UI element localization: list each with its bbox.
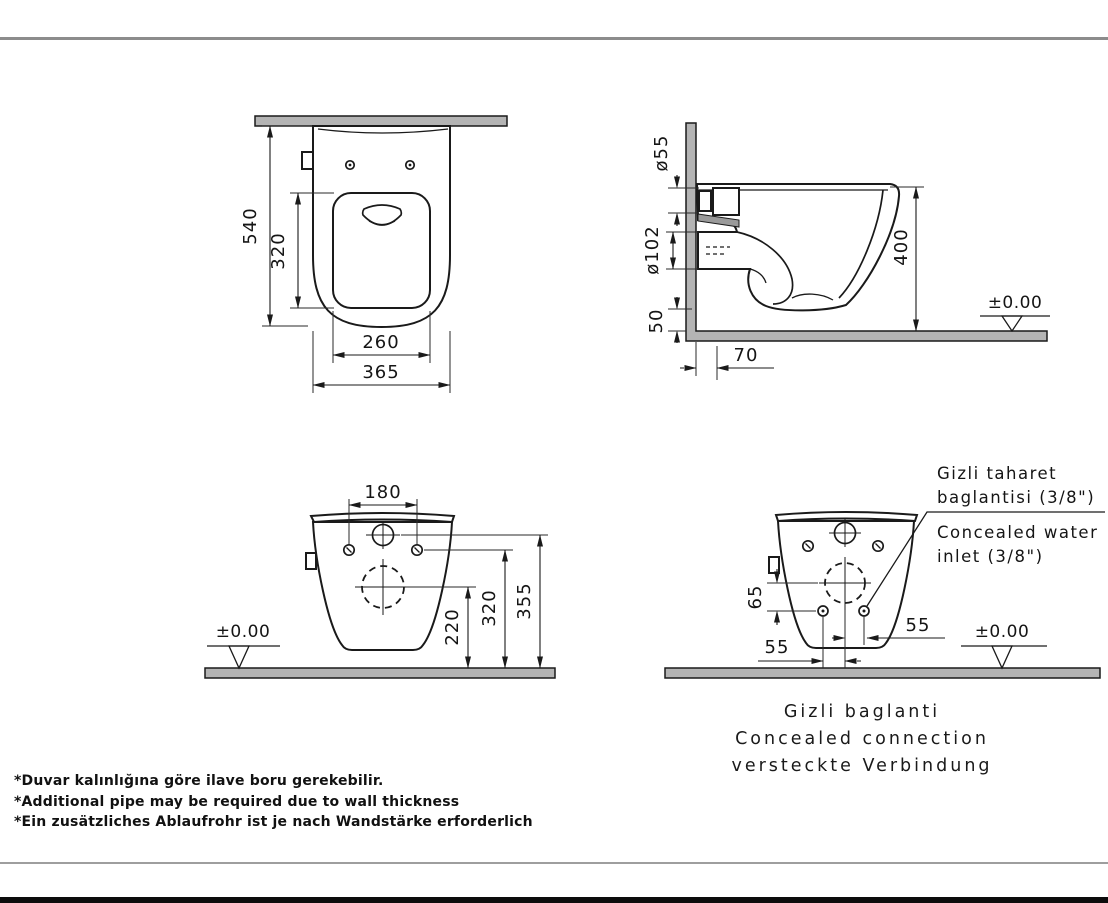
caption-turkish: Gizli baglanti [783, 702, 941, 722]
callout-en-line2: inlet (3/8") [937, 547, 1044, 566]
side-section-view [640, 95, 1080, 390]
dim-220-label: 220 [442, 608, 463, 646]
dim-320b-label: 320 [479, 589, 500, 627]
bottom-black-bar [0, 897, 1108, 903]
dim-55-right-label: 55 [905, 615, 931, 636]
side-dim-70 [680, 342, 774, 380]
footnote-english: *Additional pipe may be required due to wall thickness [14, 793, 460, 810]
dim-55-left-label: 55 [764, 637, 790, 658]
rear-floor [205, 668, 555, 678]
bottom-gray-rule [0, 862, 1108, 864]
side-toilet-outline [697, 184, 899, 310]
rear-datum-label: ±0.00 [215, 622, 271, 642]
connection-datum-symbol [961, 622, 1047, 668]
connection-caption [712, 699, 1012, 780]
rear-side-fixing-tab [306, 553, 316, 569]
rear-view [195, 475, 575, 690]
dim-400-label: 400 [891, 228, 912, 266]
plan-dim-540 [240, 126, 310, 326]
dim-50-label: 50 [646, 308, 667, 334]
plan-wall [255, 116, 507, 126]
connection-view [655, 450, 1108, 695]
caption-english: Concealed connection [735, 729, 989, 749]
dim-355-label: 355 [514, 582, 535, 620]
footnote-german: *Ein zusätzliches Ablaufrohr ist je nach Wandstärke erforderlich [14, 814, 533, 830]
dim-260-label: 260 [362, 332, 400, 353]
dim-365-label: 365 [362, 362, 400, 383]
footnote-turkish: *Duvar kalınlığına göre ilave boru gerekebilir. [14, 773, 384, 789]
dim-dia55-label: ø55 [651, 134, 672, 172]
plan-bowl-rim [333, 193, 430, 308]
side-dim-50 [646, 297, 692, 343]
caption-german: versteckte Verbindung [731, 756, 993, 776]
plan-view [230, 95, 540, 410]
side-datum-symbol [980, 293, 1050, 331]
dim-65-label: 65 [745, 584, 766, 610]
dim-dia102-label: ø102 [642, 225, 663, 275]
connection-toilet-outline [769, 512, 917, 648]
connection-callout-labels [937, 464, 1098, 566]
dim-70-label: 70 [733, 345, 759, 366]
side-datum-label: ±0.00 [987, 293, 1043, 313]
plan-side-fixing-tab [302, 152, 313, 169]
callout-tr-line1: Gizli taharet [937, 464, 1058, 483]
connection-floor [665, 668, 1100, 678]
connection-datum-label: ±0.00 [974, 622, 1030, 642]
plan-toilet-outline [302, 126, 450, 327]
dim-540-label: 540 [240, 207, 261, 245]
dim-320-label: 320 [268, 232, 289, 270]
side-inlet-pipe [698, 188, 739, 227]
top-border-rule [0, 37, 1108, 40]
rear-datum-symbol [207, 622, 280, 668]
callout-en-line1: Concealed water [937, 523, 1099, 542]
callout-tr-line2: baglantisi (3/8") [937, 488, 1096, 507]
rear-toilet-outline [306, 513, 454, 650]
footnotes [14, 771, 533, 833]
dim-180-label: 180 [364, 482, 402, 503]
